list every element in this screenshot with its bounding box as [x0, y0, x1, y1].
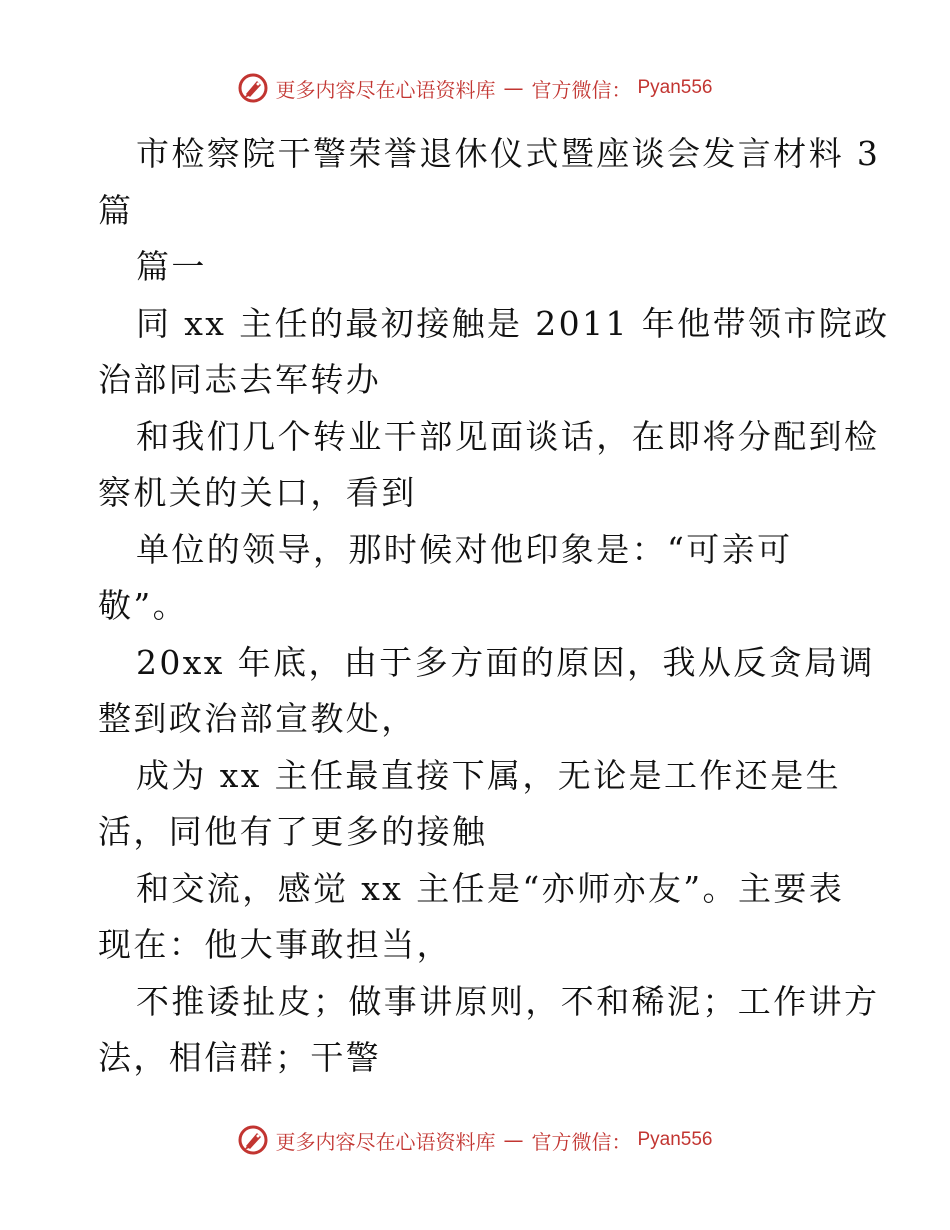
text-line: 现在：他大事敢担当， [98, 925, 452, 964]
pen-nib-logo-icon [237, 1124, 269, 1156]
banner-label: 官方微信： [531, 1129, 632, 1154]
banner-label: 官方微信： [531, 77, 632, 102]
text-line: 20xx 年底，由于多方面的原因，我从反贪局调 [136, 642, 875, 682]
banner-text: 更多内容尽在心语资料库 [275, 1129, 496, 1154]
footer-watermark-banner [0, 1124, 950, 1156]
banner-handle: Pyan556 [637, 77, 713, 98]
text-line: 不推诿扯皮；做事讲原则，不和稀泥；工作讲方 [136, 981, 880, 1021]
banner-separator: — [503, 1128, 524, 1152]
document-title-line-1: 市检察院干警荣誉退休仪式暨座谈会发言材料 3 [136, 134, 881, 173]
text-line: 和我们几个转业干部见面谈话，在即将分配到检 [136, 416, 880, 456]
text-line: 治部同志去军转办 [98, 360, 382, 399]
text-line: 敬”。 [98, 586, 189, 625]
text-line: 活，同他有了更多的接触 [98, 812, 488, 851]
document-title-line-2: 篇 [98, 190, 134, 230]
text-line: 整到政治部宣教处， [98, 699, 417, 738]
text-line: 法，相信群；干警 [98, 1038, 382, 1077]
text-line: 察机关的关口，看到 [98, 473, 417, 512]
document-body [98, 126, 890, 1087]
banner-text: 更多内容尽在心语资料库 [275, 77, 496, 102]
banner-handle: Pyan556 [637, 1129, 713, 1150]
pen-nib-logo-icon [237, 72, 269, 104]
banner-separator: — [503, 76, 524, 100]
section-heading: 篇一 [136, 247, 207, 286]
header-watermark-banner [0, 72, 950, 104]
text-line: 单位的领导，那时候对他印象是：“可亲可 [136, 529, 793, 569]
text-line: 和交流，感觉 xx 主任是“亦师亦友”。主要表 [136, 868, 845, 908]
text-line: 成为 xx 主任最直接下属，无论是工作还是生 [136, 755, 842, 795]
text-line: 同 xx 主任的最初接触是 2011 年他带领市院政 [136, 303, 890, 343]
